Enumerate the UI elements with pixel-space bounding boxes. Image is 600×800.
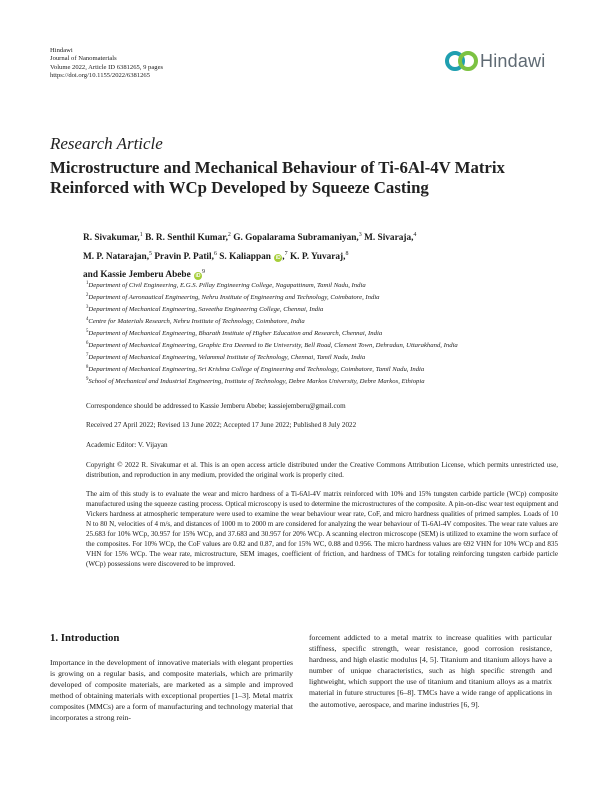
doi-link[interactable]: https://doi.org/10.1155/2022/6381265 <box>50 71 151 79</box>
affiliation: $^3$Department of Mechanical Engineering, Saveetha Engineering College, Chennai, India <box>86 304 324 314</box>
journal-info <box>50 47 250 80</box>
correspondence: Correspondence should be addressed to Kassie Jemberu Abebe; kassiejemberu@gmail.com <box>86 402 346 410</box>
author[interactable]: G. Gopalarama Subramaniyan,$^3$ <box>233 232 362 244</box>
affiliation: $^7$Department of Mechanical Engineering, Velammal Institute of Technology, Chennai, Tamil Nadu, India <box>86 352 366 361</box>
affiliation: $^2$Department of Aeronautical Engineering, Nehru Institute of Engineering and Technology, Coimbatore, India <box>86 292 380 302</box>
author[interactable]: Pravin P. Patil,$^6$ <box>154 250 217 262</box>
abstract: The aim of this study is to evaluate the wear and micro hardness of a Ti-6Al-4V matrix reinforced with 10% and 15% tungsten carbide particle (WCp) composite manufactured using the squeeze casting process. Optical microscopy is used to determine the microstructures of the composite. A pin-on-disc wear test equipment and Vickers hardness at atmospheric temperature were used to examine the wear behaviour wear rate, CoF, and micro hardness qualities of primed samples. Loads of 10 N to 80 N, velocities of 4 m/s, and distances of 1000 m to 2000 m are considered for analyzing the wear behaviour of Ti-6Al-4V composites. The wear rate values are 25.683 for 10% WCp, 30.957 for 15% WCp, and 37.683 and 30.957 for 20% WCp. A scanning electron microscope (SEM) is utilized to examine the worn surface of the composites. For 10% WCp, the CoF values are 0.82 and 0.87, and for 15% WC, 0.88 and 0.956. The micro hardness values are 692 VHN for 10% WCp and 835 VHN for 15% WCp. The wear rate, microstructure, SEM images, coefficient of friction, and hardness of TMCs for totaling reinforcing tungsten carbide particle (WCp) possessions were discovered to be improved. <box>86 490 558 568</box>
author[interactable]: R. Sivakumar,$^1$ <box>83 232 143 244</box>
article-type: Research Article <box>50 134 163 153</box>
author[interactable]: and Kassie Jemberu Abebe $iD^9$ <box>83 269 206 281</box>
logo-text: Hindawi <box>480 51 546 71</box>
section-heading-introduction: 1. Introduction <box>50 632 120 644</box>
hindawi-logo-icon <box>444 48 480 74</box>
hindawi-logo <box>444 48 554 78</box>
intro-paragraph-right: forcement addicted to a metal matrix to increase qualities with particular stiffness, specific strength, wear resistance, good corrosion resistance, hardness, and high elastic modulus [4, 5]. Titanium and titanium alloys have a number of unique characteristics, such as high specific strength and lightweight, which support the use of titanium and titanium alloys as a matrix material in future structures [6–8]. TMCs have a wide range of applications in the automotive, aerospace, and marine industries [6, 9]. <box>309 633 552 709</box>
copyright-notice: Copyright © 2022 R. Sivakumar et al. This is an open access article distributed under the Creative Commons Attribution License, which permits unrestricted use, distribution, and reproduction in any medium, provided the original work is properly cited. <box>86 461 558 479</box>
author-list <box>83 228 553 284</box>
affiliation: $^4$Centre for Materials Research, Nehru Institute of Technology, Coimbatore, India <box>86 316 305 326</box>
author[interactable]: B. R. Senthil Kumar,$^2$ <box>145 232 231 244</box>
orcid-icon[interactable]: iD <box>195 273 201 280</box>
author[interactable]: M. P. Natarajan,$^5$ <box>83 250 153 262</box>
author[interactable]: K. P. Yuvaraj,$^8$ <box>289 250 349 262</box>
intro-paragraph-left: Importance in the development of innovative materials with elegant properties is growing on a regular basis, and composite materials, which are primarily developed of composite materials, are marketed as a simple and improved method of obtaining materials with exceptional properties [1–3]. Metal matrix composites (MMCs) are a form of manufacturing and technology material that incorporates a strong rein- <box>50 658 293 723</box>
affiliation: $^9$School of Mechanical and Industrial Engineering, Institute of Technology, Debre Markos University, Debre Markos, Ethiopia <box>86 376 425 385</box>
volume-info: Volume 2022, Article ID 6381265, 9 pages <box>50 63 164 71</box>
orcid-icon[interactable]: iD <box>275 254 281 261</box>
affiliation: $^6$Department of Mechanical Engineering, Graphic Era Deemed to Be University, Bell Road, Clement Town, Dehradun, Uttarakhand, India <box>86 340 458 349</box>
academic-editor: Academic Editor: V. Vijayan <box>86 441 168 449</box>
publisher-name: Hindawi <box>50 47 73 54</box>
author[interactable]: S. Kaliappan iD ,$^7$ <box>219 250 288 262</box>
author[interactable]: M. Sivaraja,$^4$ <box>364 232 417 244</box>
affiliation: $^8$Department of Mechanical Engineering, Sri Krishna College of Engineering and Technology, Coimbatore, Tamil Nadu, India <box>86 364 425 373</box>
publication-dates: Received 27 April 2022; Revised 13 June 2022; Accepted 17 June 2022; Published 8 July 2022 <box>86 421 357 429</box>
journal-name: Journal of Nanomaterials <box>50 55 117 63</box>
affiliation: $^5$Department of Mechanical Engineering, Bharath Institute of Higher Education and Research, Chennai, India <box>86 328 383 337</box>
article-title: Microstructure and Mechanical Behaviour of Ti-6Al-4V Matrix Reinforced with WCp Developed by Squeeze Casting <box>50 158 505 197</box>
affiliation-list <box>86 279 556 386</box>
affiliation: $^1$Department of Civil Engineering, E.G.S. Pillay Engineering College, Nagapattinam, Tamil Nadu, India <box>86 281 366 290</box>
